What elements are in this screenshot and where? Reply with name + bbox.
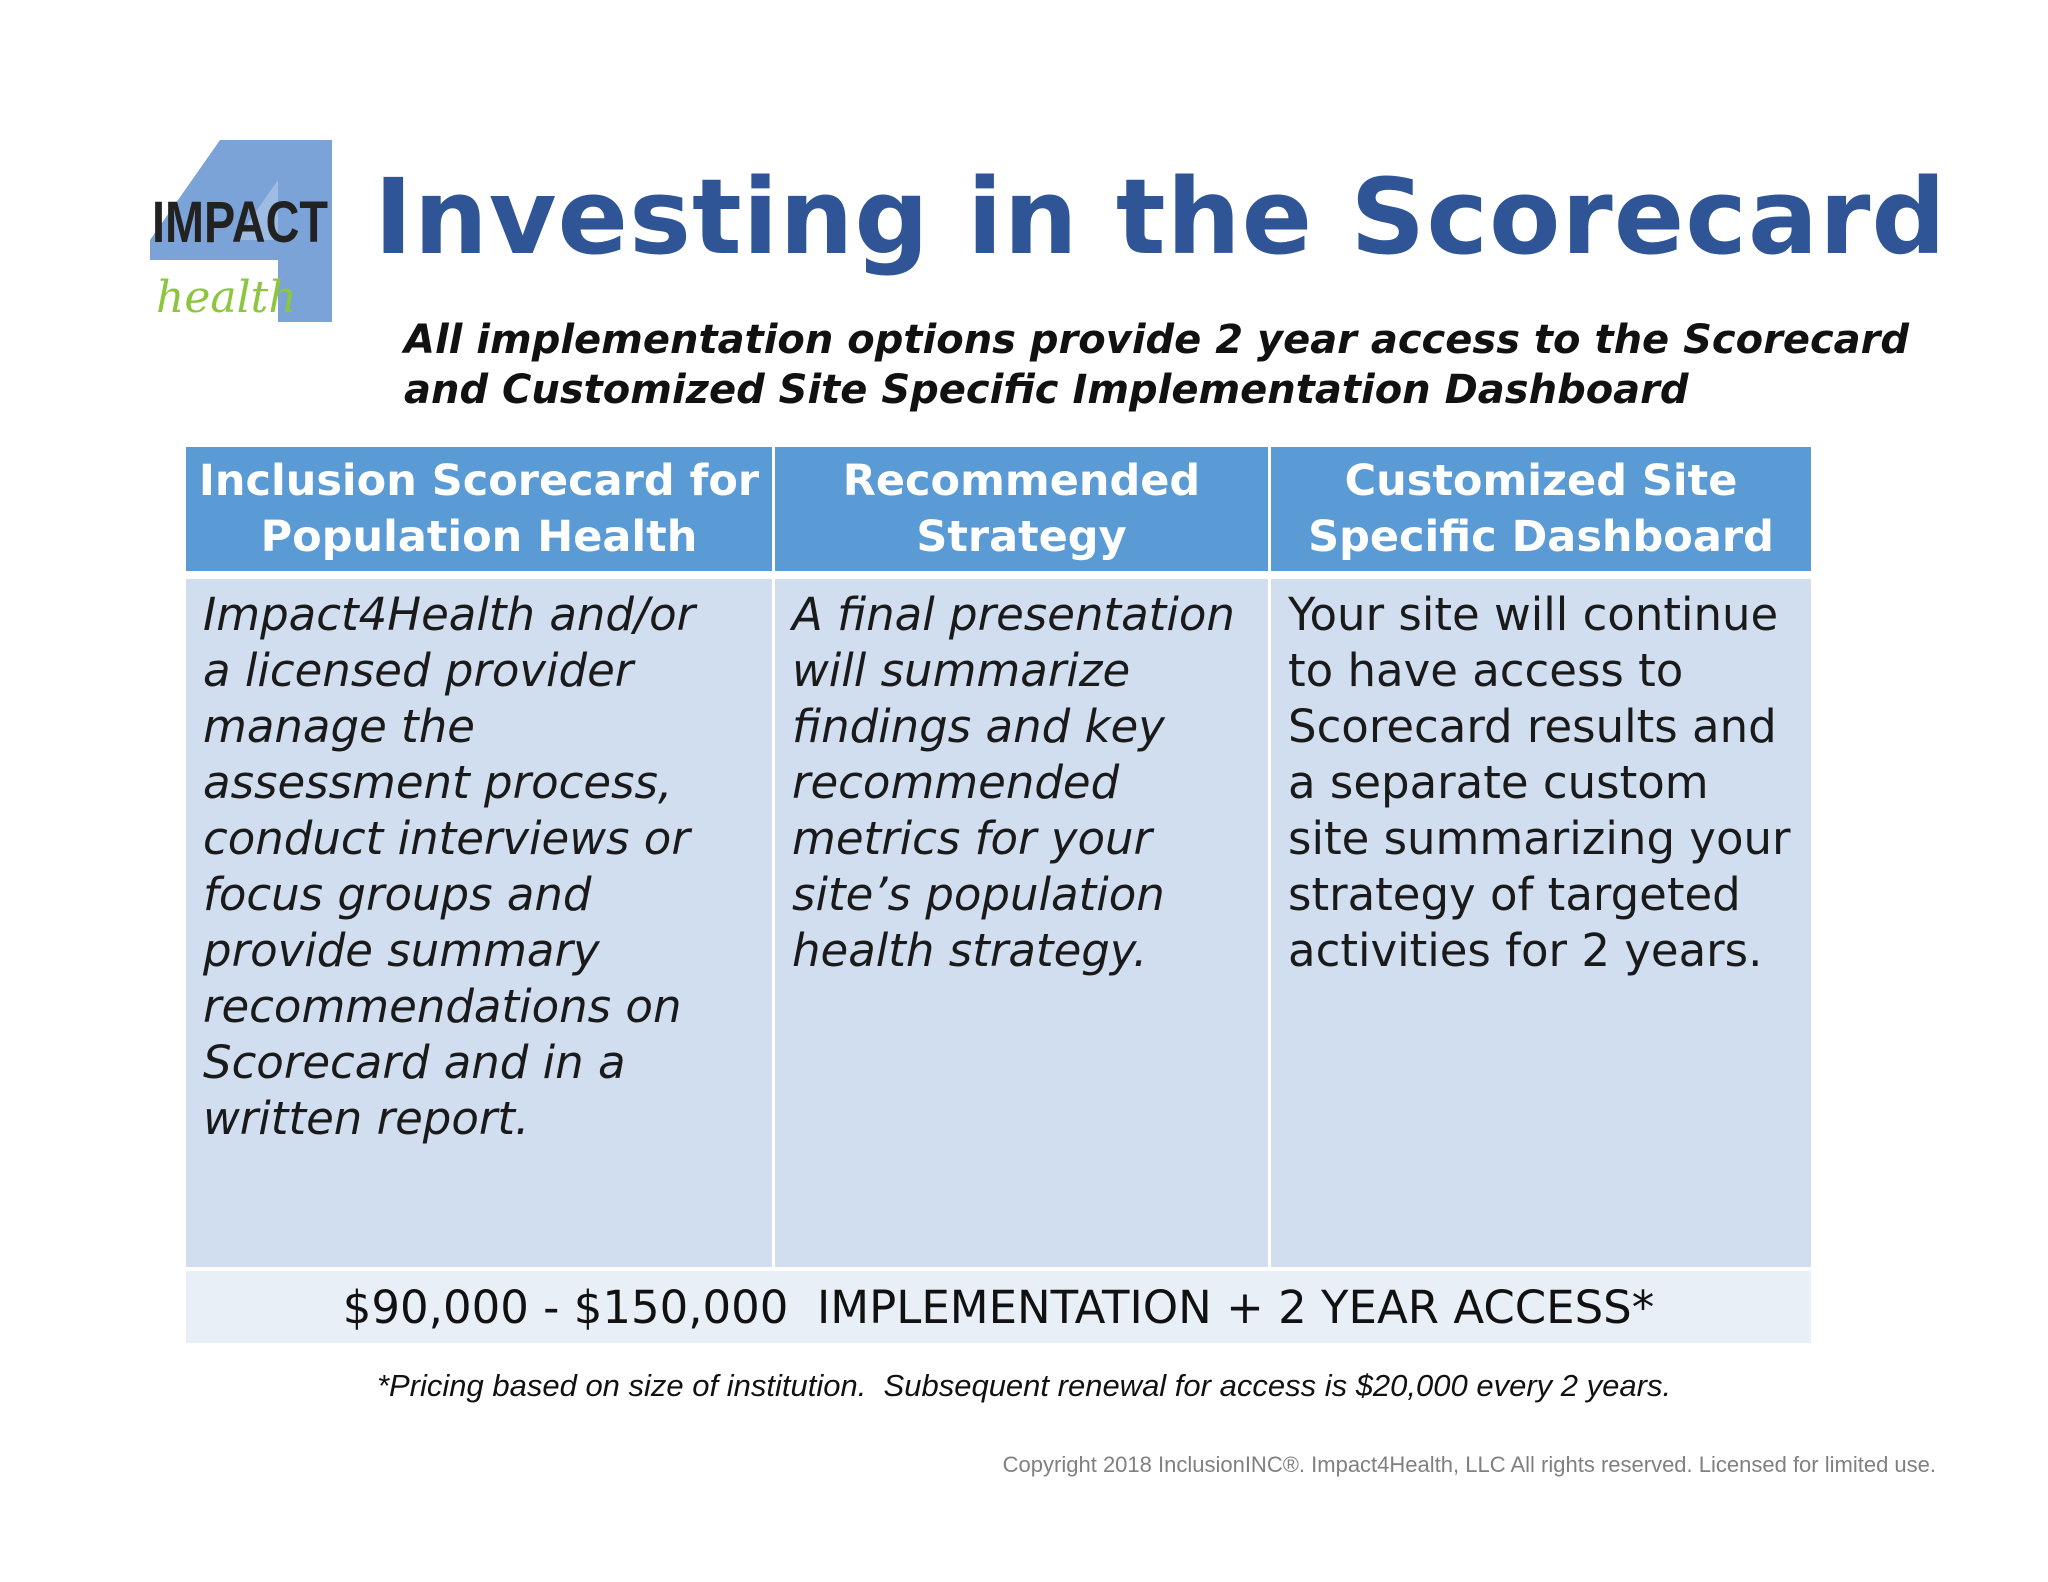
cell-line: site’s population [792, 868, 1165, 921]
logo-word-bottom: health [156, 272, 297, 323]
header-line: Customized Site [1344, 456, 1738, 506]
header-line: Recommended [842, 456, 1201, 506]
cell-line: Scorecard and in a [203, 1036, 626, 1089]
table-header-scorecard [186, 447, 772, 571]
table-header-dashboard [1271, 447, 1811, 571]
table-cell-strategy [775, 579, 1268, 1267]
subtitle-line-1: All implementation options provide 2 year access to the Scorecard [404, 317, 1910, 363]
cell-line: focus groups and [203, 868, 592, 921]
cell-line: Scorecard results and [1288, 700, 1777, 753]
cell-line: recommended [792, 756, 1120, 809]
cell-line: a separate custom [1288, 756, 1709, 809]
header-line: Inclusion Scorecard for [198, 456, 760, 506]
pricing-footnote: *Pricing based on size of institution. Subsequent renewal for access is $20,000 every 2 years. [376, 1368, 1672, 1403]
price-row: $90,000 - $150,000 IMPLEMENTATION + 2 YEAR ACCESS* [186, 1271, 1811, 1343]
cell-line: assessment process, [203, 756, 673, 809]
impact4health-logo [150, 140, 332, 322]
cell-line: strategy of targeted [1288, 868, 1741, 921]
header-line: Strategy [916, 512, 1127, 562]
cell-line: activities for 2 years. [1288, 924, 1763, 977]
table-cell-scorecard [186, 579, 772, 1267]
cell-line: to have access to [1288, 644, 1684, 697]
cell-line: manage the [203, 700, 475, 753]
cell-line: health strategy. [792, 924, 1148, 977]
logo-word-top: IMPACT [152, 190, 328, 255]
cell-line: Your site will continue [1288, 588, 1779, 641]
cell-line: a licensed provider [203, 644, 634, 697]
subtitle-line-2: and Customized Site Specific Implementation Dashboard [404, 367, 1689, 413]
header-line: Population Health [260, 512, 698, 562]
cell-line: findings and key [792, 700, 1165, 753]
page-title: Investing in the Scorecard [374, 156, 1947, 278]
cell-line: site summarizing your [1288, 812, 1791, 865]
table-header-strategy [775, 447, 1268, 571]
cell-line: written report. [203, 1092, 530, 1145]
cell-line: conduct interviews or [203, 812, 690, 865]
cell-line: metrics for your [792, 812, 1153, 865]
table-cell-dashboard [1271, 579, 1811, 1267]
cell-line: will summarize [792, 644, 1131, 697]
copyright-notice: Copyright 2018 InclusionINC®. Impact4Health, LLC All rights reserved. Licensed for limited use. [1002, 1452, 1936, 1477]
header-line: Specific Dashboard [1308, 512, 1774, 562]
cell-line: recommendations on [203, 980, 682, 1033]
cell-line: Impact4Health and/or [203, 588, 696, 641]
subtitle [404, 315, 1909, 415]
cell-line: A final presentation [792, 588, 1235, 641]
cell-line: provide summary [203, 924, 600, 977]
